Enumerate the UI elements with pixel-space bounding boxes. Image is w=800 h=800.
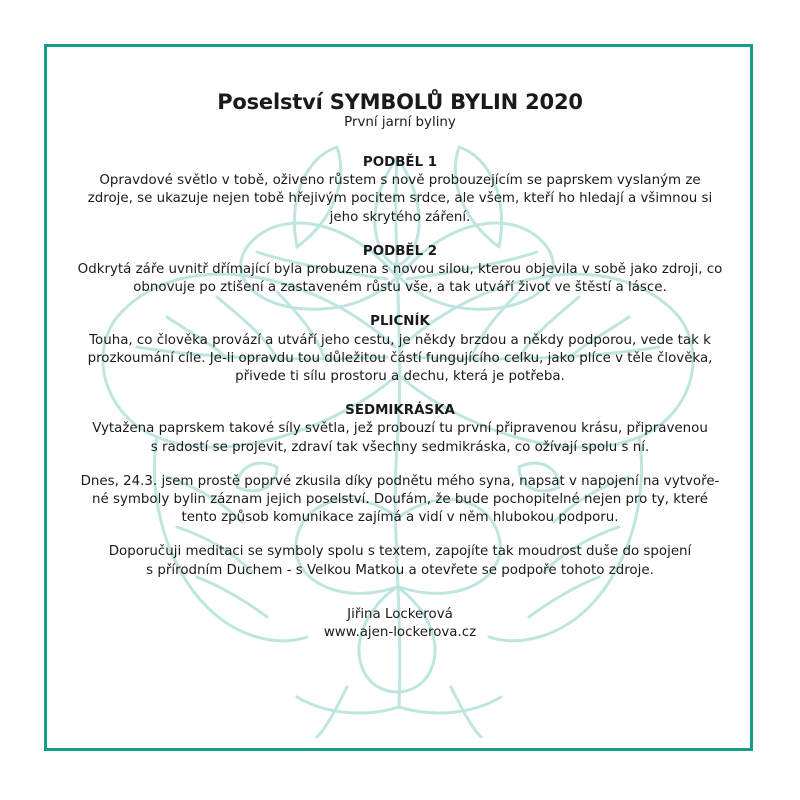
author-name: Jiřina Lockerová — [347, 606, 453, 622]
paragraph-text-line: tento způsob komunikace zajímá a vidí v něm hlubokou podporu. — [181, 510, 619, 526]
signature-block — [60, 606, 740, 642]
section-heading: SEDMIKRÁSKA — [345, 403, 455, 419]
section-text-line: přivede ti sílu prostoru a dechu, která je potřeba. — [235, 369, 565, 385]
section-podbel-1 — [60, 154, 740, 227]
section-text-line: jeho skrytého záření. — [329, 209, 471, 225]
paragraph-text-line: Dnes, 24.3. jsem prostě poprvé zkusila díky podnětu mého syna, napsat v napojení na vytvoře- — [80, 473, 720, 489]
section-text-line: Vytažena paprskem takové síly světla, jež probouzí tu první připravenou krásu, připravenou — [92, 421, 708, 437]
section-text-line: s radostí se projevit, zdraví tak všechny sedmikráska, co ožívají spolu s ní. — [150, 439, 650, 455]
section-text-line: prozkoumání cíle. Je-li opravdu tou důležitou částí fungujícího celku, jako plíce v těle člověka, — [87, 350, 713, 366]
paragraph-text-line: né symboly bylin záznam jejich poselství. Doufám, že bude pochopitelné nejen pro ty, které — [92, 492, 708, 508]
section-text-line: Opravdové světlo v tobě, oživeno růstem s nově probouzejícím se paprskem vyslaným ze — [99, 173, 701, 189]
website-link[interactable]: www.ajen-lockerova.cz — [323, 625, 477, 641]
document-title: Poselství SYMBOLŮ BYLIN 2020 — [217, 90, 583, 114]
section-text-line: Odkrytá záře uvnitř dřímající byla probuzena s novou silou, kterou objevila v sobě jako zdroji, co — [77, 262, 723, 278]
document-body — [60, 90, 740, 642]
section-heading: PLICNÍK — [370, 314, 430, 330]
section-plicnik — [60, 313, 740, 386]
paragraph-text-line: Doporučuji meditaci se symboly spolu s textem, zapojíte tak moudrost duše do spojení — [108, 544, 692, 560]
section-sedmikraska — [60, 402, 740, 457]
paragraph-recommendation — [60, 543, 740, 579]
document-subtitle: První jarní byliny — [344, 115, 456, 130]
section-text-line: obnovuje po ztišení a zastaveném růstu vše, a tak utváří život ve štěstí a lásce. — [133, 280, 667, 296]
paragraph-note — [60, 473, 740, 528]
paragraph-text-line: s přírodním Duchem - s Velkou Matkou a otevřete se podpoře tohoto zdroje. — [146, 562, 654, 578]
section-heading: PODBĚL 1 — [362, 155, 438, 170]
section-heading: PODBĚL 2 — [362, 243, 438, 259]
section-podbel-2 — [60, 243, 740, 298]
section-text-line: Touha, co člověka provází a utváří jeho cestu, je někdy brzdou a někdy podporou, vede tak k — [89, 332, 711, 348]
section-text-line: zdroje, se ukazuje nejen tobě hřejivým pocitem srdce, ale všem, kteří ho hledají a všimnou si — [87, 191, 713, 207]
